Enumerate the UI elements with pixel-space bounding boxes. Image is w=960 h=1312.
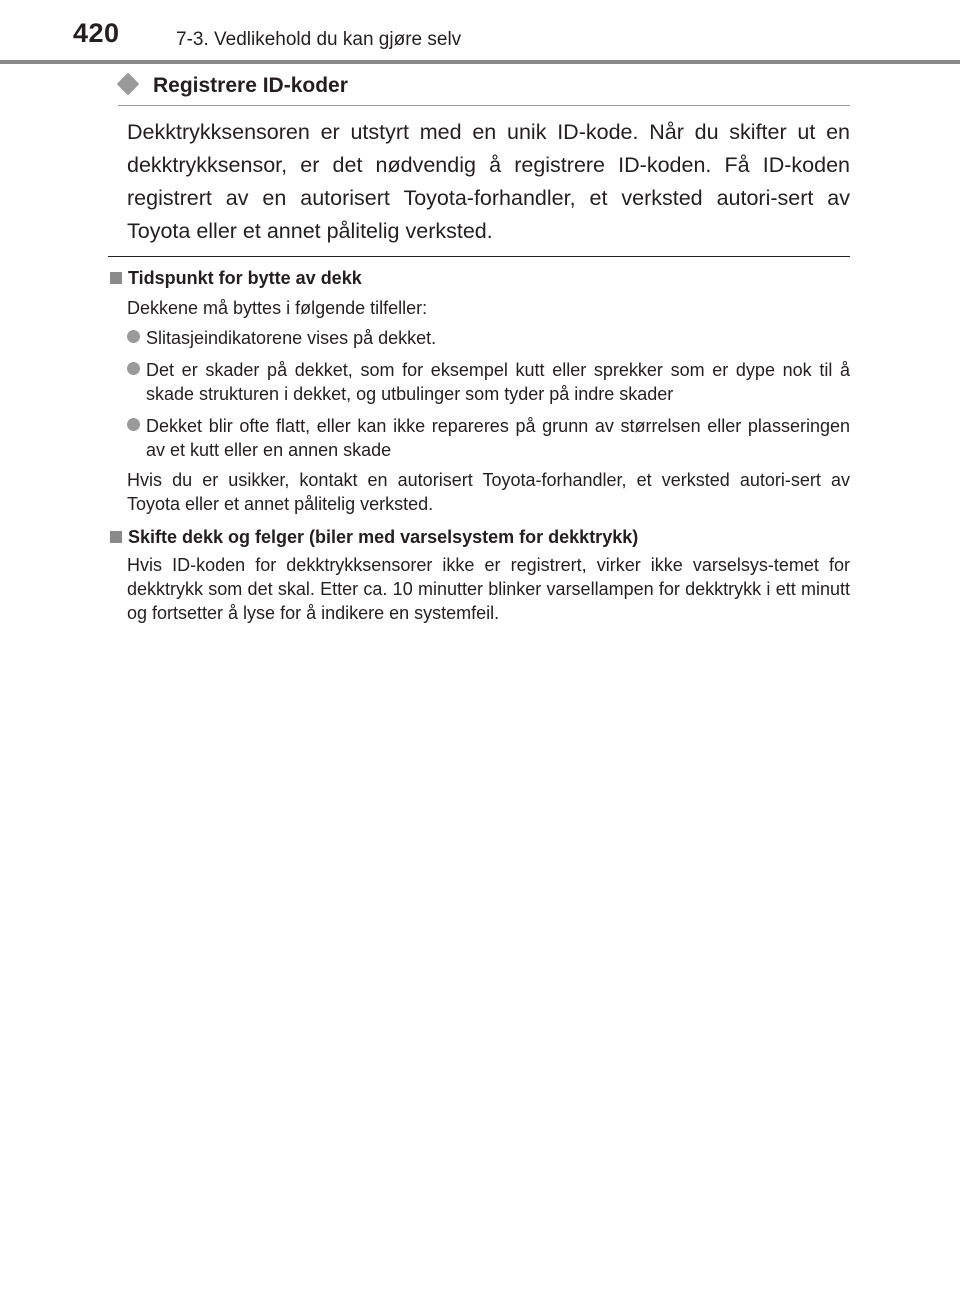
section-intro: Dekktrykksensoren er utstyrt med en unik ID-kode. Når du skifter ut en dekktrykksensor, er det nødvendig å registrere ID-koden. Få ID-koden registrert av en autorisert Toyota-forhandler, et verksted autori-sert av Toyota eller et annet pålitelig verksted. <box>127 120 850 243</box>
section-title: Registrere ID-koder <box>153 74 348 97</box>
subsection-body: Hvis ID-koden for dekktrykksensorer ikke er registrert, virker ikke varselsys-temet for dekktrykk som det skal. Etter ca. 10 minutter blinker varsellampen for dekktrykk i ett minutt og fortsetter å lyse for å indikere en systemfeil. <box>127 555 850 623</box>
chapter-title: 7-3. Vedlikehold du kan gjøre selv <box>176 29 462 50</box>
page-number: 420 <box>73 18 120 48</box>
round-bullet-icon <box>127 418 140 431</box>
square-bullet-icon <box>110 272 122 284</box>
list-item-text: Slitasjeindikatorene vises på dekket. <box>146 328 437 348</box>
diamond-icon <box>117 73 140 96</box>
page-header <box>0 0 960 62</box>
subsection-title: Skifte dekk og felger (biler med varselsystem for dekktrykk) <box>128 527 639 547</box>
square-bullet-icon <box>110 531 122 543</box>
round-bullet-icon <box>127 362 140 375</box>
subsection-note: Hvis du er usikker, kontakt en autorisert Toyota-forhandler, et verksted autori-sert av Toyota eller et annet pålitelig verksted. <box>127 470 850 514</box>
subsection-lead: Dekkene må byttes i følgende tilfeller: <box>127 298 428 318</box>
section-divider <box>108 256 850 257</box>
list-item-text: Dekket blir ofte flatt, eller kan ikke repareres på grunn av størrelsen eller plasseringen av et kutt eller en annen skade <box>146 416 850 460</box>
round-bullet-icon <box>127 330 140 343</box>
section-heading <box>118 71 850 106</box>
subsection-title: Tidspunkt for bytte av dekk <box>128 268 362 288</box>
list-item-text: Det er skader på dekket, som for eksempel kutt eller sprekker som er dype nok til å skade strukturen i dekket, og utbulinger som tyder på indre skader <box>146 360 850 404</box>
header-divider <box>0 60 960 64</box>
